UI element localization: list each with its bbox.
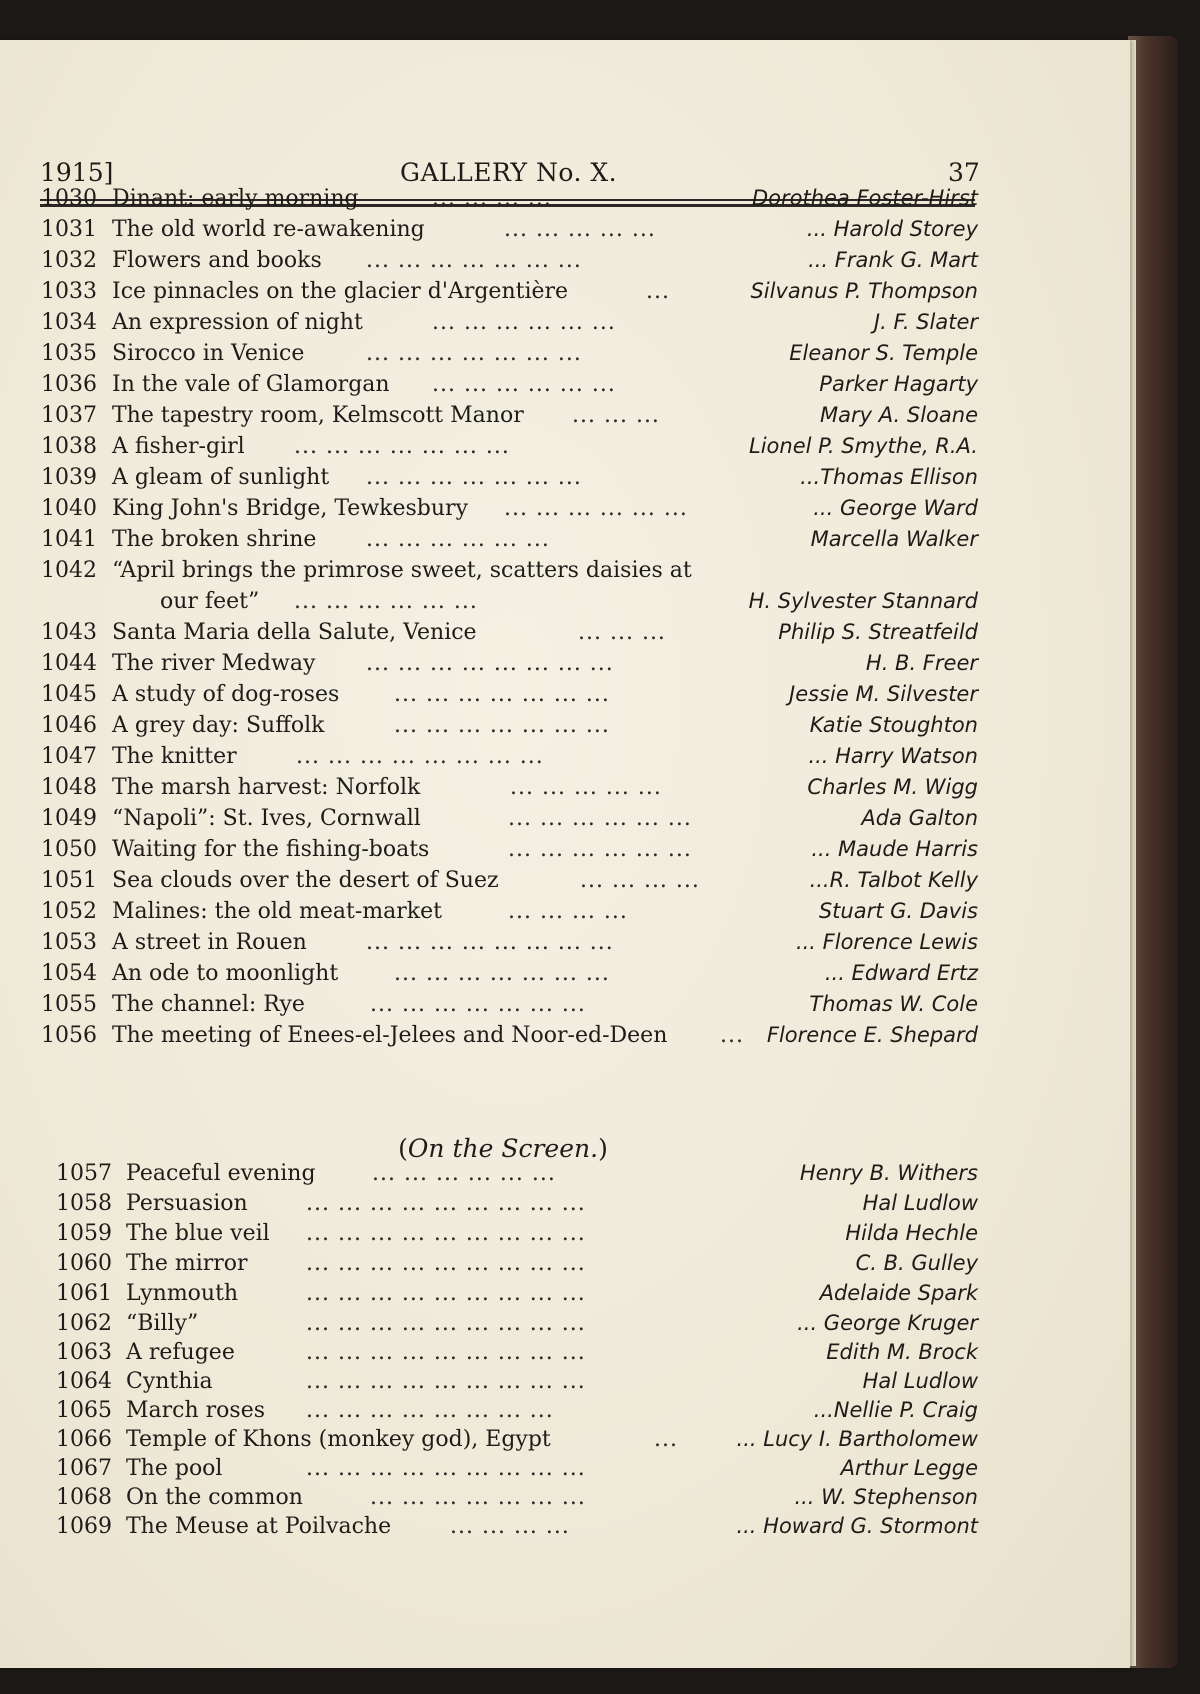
entry-artist: Florence E. Shepard [766,1023,978,1047]
screen-entry-1066 [0,1427,1130,1458]
entry-artist: H. B. Freer [865,651,978,675]
entry-artist: ... Florence Lewis [795,930,978,954]
entry-title: “April brings the primrose sweet, scatters daisies at [112,558,692,583]
entry-artist: ... W. Stephenson [794,1485,978,1509]
entry-title: The meeting of Enees-el-Jelees and Noor-ed-Deen [112,1023,668,1048]
leader-dots: ... ... ... ... ... ... [294,589,478,614]
entry-number: 1045 [41,682,97,707]
leader-dots: ... ... ... ... ... ... ... ... [366,651,614,676]
entry-artist: ... Edward Ertz [824,961,978,985]
entry-title: “Napoli”: St. Ives, Cornwall [112,806,421,831]
entry-title: A street in Rouen [112,930,307,955]
leader-dots: ... ... ... ... ... ... ... ... ... [306,1456,586,1481]
entry-number: 1044 [41,651,97,676]
entry-artist: Hal Ludlow [862,1191,978,1215]
entry-number: 1039 [41,465,97,490]
leader-dots: ... ... ... [578,620,666,645]
entry-artist: ... Lucy I. Bartholomew [736,1427,978,1451]
entry-title: Lynmouth [126,1281,239,1306]
screen-entry-1068 [0,1485,1130,1516]
entry-artist: Silvanus P. Thompson [750,279,978,303]
catalogue-entry-1049 [0,806,1130,837]
leader-dots: ... ... ... ... ... ... ... ... ... [306,1340,586,1365]
catalogue-entry-1042-continued [0,589,1130,620]
heading-close-paren: ) [598,1134,608,1163]
entry-artist: Charles M. Wigg [807,775,978,799]
entry-title: Santa Maria della Salute, Venice [112,620,477,645]
entry-title: The pool [126,1456,223,1481]
catalogue-entry-1043 [0,620,1130,651]
leader-dots: ... ... ... ... ... ... ... [366,248,582,273]
entry-title: A study of dog-roses [112,682,340,707]
entry-title: Sea clouds over the desert of Suez [112,868,499,893]
catalogue-entry-1054 [0,961,1130,992]
entry-number: 1046 [41,713,97,738]
entry-number: 1033 [41,279,97,304]
entry-number: 1054 [41,961,97,986]
entry-title: Dinant: early morning [112,186,359,211]
leader-dots: ... ... ... ... ... ... [366,527,550,552]
entry-title-continued: our feet” [160,589,260,614]
entry-title: A grey day: Suffolk [112,713,325,738]
entry-number: 1034 [41,310,97,335]
entry-title: An ode to moonlight [112,961,339,986]
entry-artist: Ada Galton [861,806,978,830]
entry-title: In the vale of Glamorgan [112,372,390,397]
entry-number: 1048 [41,775,97,800]
entry-artist: Hal Ludlow [862,1369,978,1393]
on-the-screen-heading [0,1134,1006,1163]
entry-title: The tapestry room, Kelmscott Manor [112,403,524,428]
entry-artist: Mary A. Sloane [820,403,978,427]
leader-dots: ... ... ... ... [450,1514,570,1539]
entry-number: 1056 [41,1023,97,1048]
entry-artist: ... George Ward [813,496,978,520]
entry-number: 1068 [56,1485,112,1510]
entry-number: 1057 [56,1161,112,1186]
entry-artist: Lionel P. Smythe, R.A. [749,434,978,458]
entry-artist: Eleanor S. Temple [789,341,978,365]
screen-entry-1067 [0,1456,1130,1487]
leader-dots: ... ... ... ... ... ... ... [370,992,586,1017]
entry-title: The old world re-awakening [112,217,425,242]
leader-dots: ... ... ... ... ... ... ... [370,1485,586,1510]
entry-artist: Dorothea Foster-Hirst [751,186,978,210]
entry-number: 1040 [41,496,97,521]
entry-artist: C. B. Gulley [855,1251,978,1275]
catalogue-entry-1045 [0,682,1130,713]
catalogue-entry-1034 [0,310,1130,341]
entry-title: A gleam of sunlight [112,465,330,490]
leader-dots: ... ... ... ... ... ... [504,496,688,521]
leader-dots: ... ... ... ... ... ... ... [366,341,582,366]
entry-artist: H. Sylvester Stannard [748,589,978,613]
entry-artist: ... George Kruger [797,1311,978,1335]
entry-title: Waiting for the fishing-boats [112,837,430,862]
entry-number: 1032 [41,248,97,273]
catalogue-entry-1053 [0,930,1130,961]
leader-dots: ... ... ... ... ... ... ... ... ... [306,1191,586,1216]
entry-number: 1041 [41,527,97,552]
entry-number: 1035 [41,341,97,366]
entry-title: On the common [126,1485,303,1510]
leader-dots: ... ... ... ... [432,186,552,211]
leader-dots: ... ... ... ... [580,868,700,893]
leader-dots: ... ... ... ... ... ... ... ... [306,1398,554,1423]
entry-title: Persuasion [126,1191,248,1216]
entry-artist: Hilda Hechle [845,1221,978,1245]
entry-title: The channel: Rye [112,992,305,1017]
leader-dots: ... ... ... ... ... ... ... ... [366,930,614,955]
catalogue-entry-1047 [0,744,1130,775]
leader-dots: ... ... ... ... ... ... ... ... [296,744,544,769]
entry-number: 1058 [56,1191,112,1216]
leader-dots: ... ... ... ... ... [510,775,662,800]
entry-number: 1059 [56,1221,112,1246]
leader-dots: ... ... ... [572,403,660,428]
screen-entry-1064 [0,1369,1130,1400]
leader-dots: ... ... ... ... ... ... ... ... ... [306,1369,586,1394]
entry-title: A refugee [126,1340,235,1365]
entry-number: 1050 [41,837,97,862]
entry-artist: Philip S. Streatfeild [778,620,978,644]
entry-title: Sirocco in Venice [112,341,305,366]
catalogue-entry-1039 [0,465,1130,496]
catalogue-entry-1055 [0,992,1130,1023]
catalogue-entry-1035 [0,341,1130,372]
header-page-number: 37 [948,158,980,187]
entry-artist: Thomas W. Cole [809,992,978,1016]
entry-artist: Adelaide Spark [819,1281,978,1305]
entry-number: 1049 [41,806,97,831]
entry-artist: ... Harry Watson [808,744,978,768]
catalogue-entry-1042 [0,558,1130,589]
entry-artist: Parker Hagarty [819,372,978,396]
leader-dots: ... ... ... ... ... ... ... ... ... [306,1281,586,1306]
entry-number: 1051 [41,868,97,893]
leader-dots: ... ... ... ... ... ... [432,310,616,335]
entry-artist: Marcella Walker [810,527,978,551]
entry-number: 1062 [56,1311,112,1336]
entry-title: Ice pinnacles on the glacier d'Argentière [112,279,569,304]
entry-artist: Henry B. Withers [799,1161,978,1185]
entry-title: Flowers and books [112,248,322,273]
leader-dots: ... ... ... ... ... ... ... [394,961,610,986]
entry-number: 1067 [56,1456,112,1481]
entry-title: The knitter [112,744,237,769]
catalogue-entry-1051 [0,868,1130,899]
entry-title: King John's Bridge, Tewkesbury [112,496,468,521]
entry-number: 1055 [41,992,97,1017]
entry-title: An expression of night [112,310,363,335]
catalogue-entry-1032 [0,248,1130,279]
entry-artist: Katie Stoughton [809,713,978,737]
catalogue-entry-1050 [0,837,1130,868]
entry-number: 1061 [56,1281,112,1306]
catalogue-entry-1046 [0,713,1130,744]
leader-dots: ... ... ... ... ... [504,217,656,242]
catalogue-entry-1031 [0,217,1130,248]
entry-title: A fisher-girl [112,434,245,459]
catalogue-entry-1036 [0,372,1130,403]
entry-artist: Edith M. Brock [826,1340,978,1364]
leader-dots: ... ... ... ... ... ... ... ... ... [306,1311,586,1336]
entry-title: “Billy” [126,1311,199,1336]
leader-dots: ... ... ... ... ... ... [432,372,616,397]
entry-number: 1053 [41,930,97,955]
leader-dots: ... ... ... ... ... ... [372,1161,556,1186]
leader-dots: ... ... ... ... ... ... ... [394,713,610,738]
screen-entry-1062 [0,1311,1130,1342]
entry-title: The broken shrine [112,527,317,552]
leader-dots: ... ... ... ... ... ... ... ... ... [306,1251,586,1276]
catalogue-entry-1056 [0,1023,1130,1054]
entry-number: 1065 [56,1398,112,1423]
leader-dots: ... ... ... ... ... ... ... [294,434,510,459]
catalogue-entry-1038 [0,434,1130,465]
entry-title: The mirror [126,1251,248,1276]
leader-dots: ... [654,1427,678,1452]
entry-artist: ...Thomas Ellison [800,465,978,489]
entry-number: 1052 [41,899,97,924]
entry-title: Malines: the old meat-market [112,899,442,924]
header-gallery-title: GALLERY No. X. [400,158,618,187]
entry-artist: ...Nellie P. Craig [813,1398,978,1422]
header-year: 1915] [40,158,114,187]
leader-dots: ... ... ... ... ... ... ... [366,465,582,490]
entry-number: 1031 [41,217,97,242]
entry-title: Peaceful evening [126,1161,316,1186]
entry-artist: Stuart G. Davis [818,899,978,923]
entry-number: 1063 [56,1340,112,1365]
entry-number: 1043 [41,620,97,645]
catalogue-entry-1040 [0,496,1130,527]
entry-artist: Jessie M. Silvester [789,682,978,706]
leader-dots: ... ... ... ... ... ... [508,806,692,831]
catalogue-entry-1044 [0,651,1130,682]
screen-entry-1061 [0,1281,1130,1312]
entry-title: The blue veil [126,1221,270,1246]
entry-title: Cynthia [126,1369,213,1394]
entry-number: 1066 [56,1427,112,1452]
catalogue-entry-1048 [0,775,1130,806]
leader-dots: ... ... ... ... ... ... ... [394,682,610,707]
heading-text: On the Screen. [407,1134,599,1163]
entry-artist: ... Harold Storey [806,217,978,241]
catalogue-entry-1037 [0,403,1130,434]
catalogue-entry-1033 [0,279,1130,310]
catalogue-entry-1030 [0,186,1130,217]
entry-artist: ... Maude Harris [811,837,978,861]
entry-artist: ... Howard G. Stormont [736,1514,978,1538]
entry-number: 1069 [56,1514,112,1539]
screen-entry-1059 [0,1221,1130,1252]
entry-title: Temple of Khons (monkey god), Egypt [126,1427,551,1452]
entry-number: 1047 [41,744,97,769]
entry-artist: J. F. Slater [873,310,978,334]
catalogue-entry-1041 [0,527,1130,558]
entry-number: 1036 [41,372,97,397]
entry-title: The Meuse at Poilvache [126,1514,392,1539]
screen-entry-1069 [0,1514,1130,1545]
leader-dots: ... [720,1023,744,1048]
entry-number: 1064 [56,1369,112,1394]
catalogue-page [0,40,1130,1668]
leader-dots: ... [646,279,670,304]
entry-number: 1042 [41,558,97,583]
entry-artist: ...R. Talbot Kelly [809,868,978,892]
entry-artist: Arthur Legge [840,1456,978,1480]
screen-entry-1058 [0,1191,1130,1222]
entry-number: 1038 [41,434,97,459]
entry-title: The river Medway [112,651,316,676]
leader-dots: ... ... ... ... ... ... [508,837,692,862]
entry-number: 1060 [56,1251,112,1276]
screen-entry-1065 [0,1398,1130,1429]
entry-artist: ... Frank G. Mart [808,248,978,272]
heading-open-paren: ( [398,1134,408,1163]
entry-title: The marsh harvest: Norfolk [112,775,421,800]
catalogue-entry-1052 [0,899,1130,930]
entry-number: 1037 [41,403,97,428]
screen-entry-1063 [0,1340,1130,1371]
leader-dots: ... ... ... ... ... ... ... ... ... [306,1221,586,1246]
entry-title: March roses [126,1398,266,1423]
screen-entry-1060 [0,1251,1130,1282]
entry-number: 1030 [41,186,97,211]
screen-entry-1057 [0,1161,1130,1192]
leader-dots: ... ... ... ... [508,899,628,924]
